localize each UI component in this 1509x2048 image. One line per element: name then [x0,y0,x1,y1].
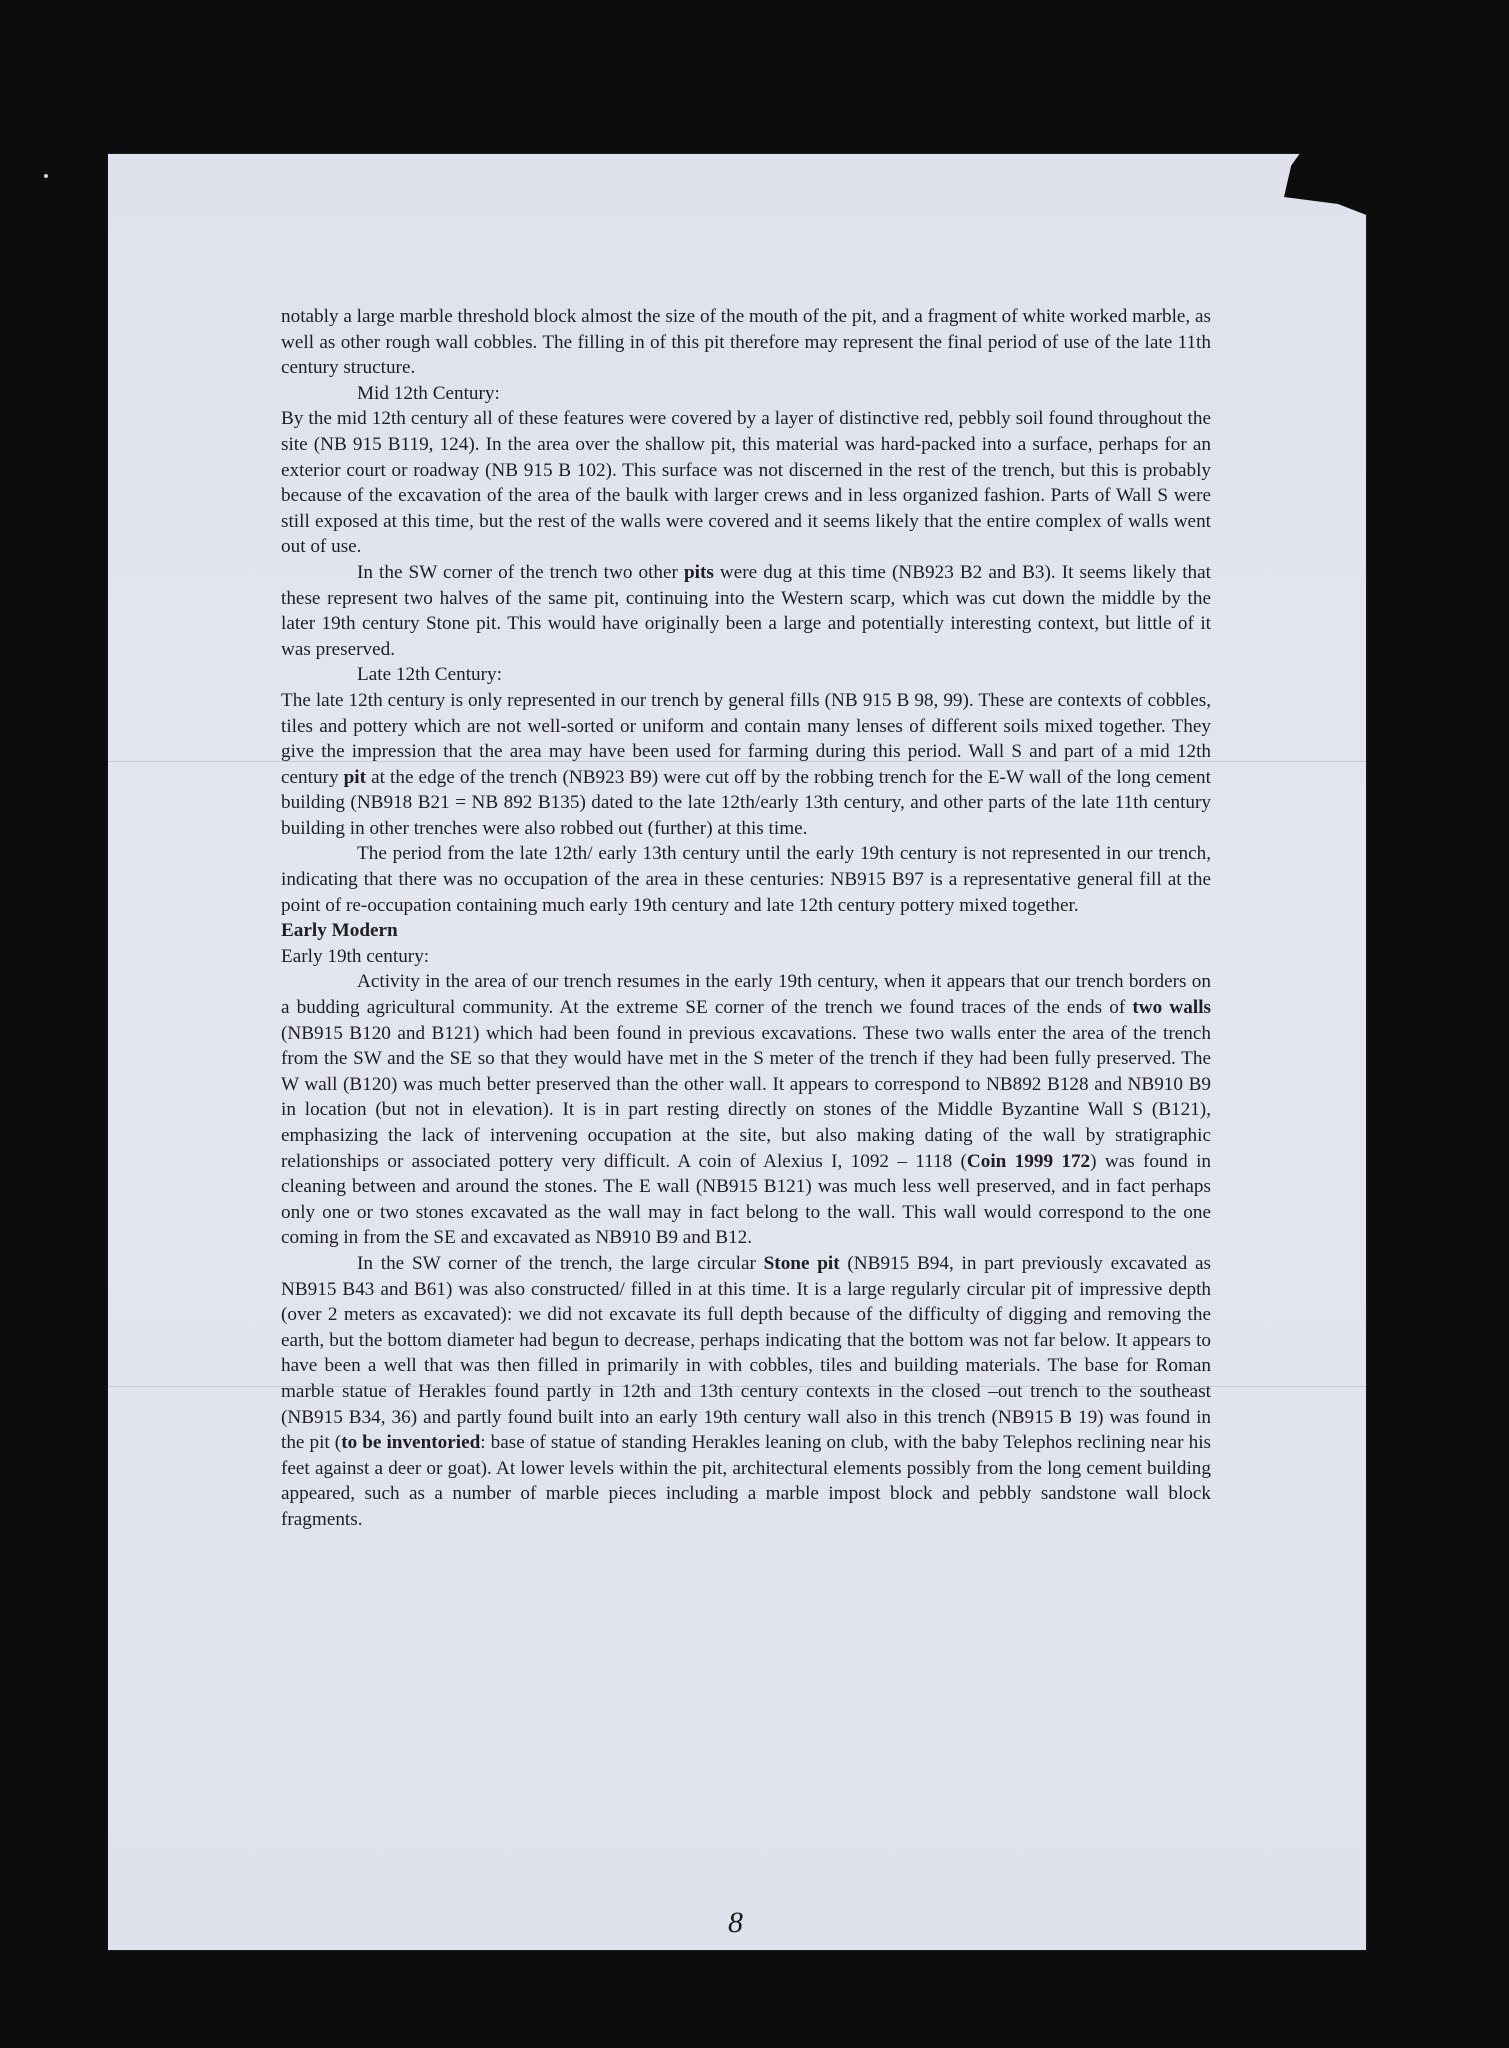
text-run: : base of statue of standing Herakles leaning on club, with the baby Telephos reclining near his feet against a deer or goat). At lower levels within the pit, architectural elements possibly from the long cement building appeared, such as a number of marble pieces including a marble impost block and pebbly sandstone wall block fragments. [281,1432,1211,1530]
paragraph [281,969,1211,1251]
section-subheading-late-12th: Late 12th Century: [357,664,502,686]
text-run: at the edge of the trench (NB923 B9) were cut off by the robbing trench for the E-W wall of the long cement building (NB918 B21 = NB 892 B135) dated to the late 12th/early 13th century, and other parts of the late 11th century building in other trenches were also robbed out (further) at this time. [281,766,1211,839]
paragraph [281,560,1211,662]
paragraph [281,1251,1211,1533]
text-run: (NB915 B94, in part previously excavated as NB915 B43 and B61) was also constructed/ filled in at this time. It is a large regularly circular pit of impressive depth (over 2 meters as excavated): we did not excavate its full depth because of the difficulty of digging and removing the earth, but the bottom diameter had begun to decrease, perhaps indicating that the bottom was not far below. It appears to have been a well that was then filled in primarily in with cobbles, tiles and building materials. The base for Roman marble statue of Herakles found partly in 12th and 13th century contexts in the closed –out trench to the southeast (NB915 B34, 36) and partly found built into an early 19th century wall also in this trench (NB915 B 19) was found in the pit ( [281,1252,1212,1454]
paragraph [281,688,1211,842]
bold-term: to be inventoried [341,1432,481,1454]
section-subheading-mid-12th: Mid 12th Century: [357,382,500,404]
torn-corner [1284,148,1374,218]
dust-speck [44,174,48,178]
text-run: (NB915 B120 and B121) which had been found in previous excavations. These two walls enter the area of the trench from the SW and the SE so that they would have met in the S meter of the trench if they had been fully preserved. The W wall (B120) was much better preserved than the other wall. It appears to correspond to NB892 B128 and NB910 B9 in location (but not in elevation). It is in part resting directly on stones of the Middle Byzantine Wall S (B121), emphasizing the lack of intervening occupation at the site, but also making dating of the wall by stratigraphic relationships or associated pottery very difficult. A coin of Alexius I, 1092 – 1118 ( [281,1022,1211,1172]
text-run: The late 12th century is only represented in our trench by general fills (NB 915 B 98, 99). These are contexts of cobbles, tiles and pottery which are not well-sorted or uniform and contain many lenses of different soils mixed together. They give the impression that the area may have been used for farming during this period. Wall S and part of a mid 12th century [281,689,1211,788]
paragraph: The period from the late 12th/ early 13th century until the early 19th century is not represented in our trench, indicating that there was no occupation of the area in these centuries: NB915 B97 is a representative general fill at the point of re-occupation containing much early 19th century and late 12th century pottery mixed together. [281,843,1211,916]
paragraph: By the mid 12th century all of these features were covered by a layer of distinctive red, pebbly soil found throughout the site (NB 915 B119, 124). In the area over the shallow pit, this material was hard-packed into a surface, perhaps for an exterior court or roadway (NB 915 B 102). This surface was not discerned in the rest of the trench, but this is probably because of the excavation of the area of the baulk with larger crews and in less organized fashion. Parts of Wall S were still exposed at this time, but the rest of the walls were covered and it seems likely that the entire complex of walls went out of use. [281,408,1211,558]
text-run: In the SW corner of the trench two other [357,561,684,583]
page-number: 8 [728,1906,743,1939]
bold-term: pits [684,561,714,583]
text-run: In the SW corner of the trench, the large circular [357,1252,764,1274]
bold-term: Coin 1999 172 [966,1150,1091,1172]
section-heading-early-modern: Early Modern [281,920,398,942]
text-run: were dug at this time (NB923 B2 and B3). It seems likely that these represent two halves of the same pit, continuing into the Western scarp, which was cut down the middle by the later 19th century Stone pit. This would have originally been a large and potentially interesting context, but little of it was preserved. [281,561,1211,660]
bold-term: pit [343,766,367,788]
text-run: Activity in the area of our trench resumes in the early 19th century, when it appears that our trench borders on a budding agricultural community. At the extreme SE corner of the trench we found traces of the ends of [281,971,1211,1019]
paragraph: notably a large marble threshold block almost the size of the mouth of the pit, and a fragment of white worked marble, as well as other rough wall cobbles. The filling in of this pit therefore may represent the final period of use of the late 11th century structure. [281,306,1211,379]
section-subheading-early-19th: Early 19th century: [281,945,430,967]
document-body [281,304,1211,1533]
text-run: ) was found in cleaning between and around the stones. The E wall (NB915 B121) was much less well preserved, and in fact perhaps only one or two stones excavated as the wall may in fact belong to the wall. This wall would correspond to the one coming in from the SE and excavated as NB910 B9 and B12. [281,1150,1212,1249]
bold-term: two walls [1132,997,1211,1019]
document-page [108,154,1366,1950]
bold-term: Stone pit [763,1252,840,1274]
